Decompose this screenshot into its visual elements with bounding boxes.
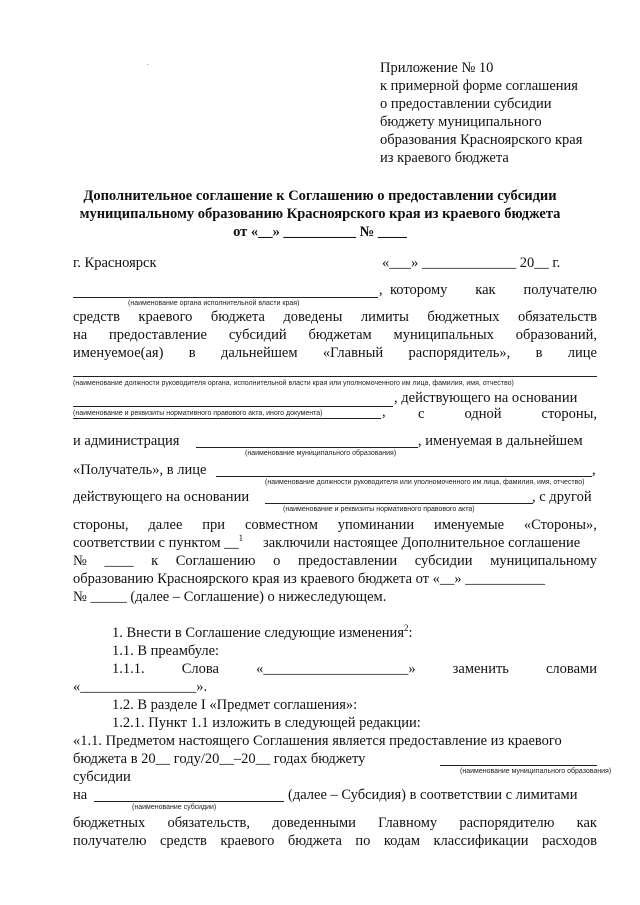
word: предоставление (109, 327, 207, 343)
caption-basis: (наименование и реквизиты нормативного правового акта, иного документа) (73, 410, 323, 417)
word: обязательств, (167, 815, 251, 831)
word: к (151, 553, 159, 569)
appendix-line-6: из краевого бюджета (380, 150, 509, 166)
word: получателю (523, 282, 597, 298)
p1-line-3-words (73, 327, 597, 344)
p1-line-7a: и администрация (73, 433, 180, 449)
word: «____________________» (256, 661, 416, 677)
word: краевого (220, 833, 275, 849)
word: образований, (515, 327, 597, 343)
appendix-line-2: к примерной форме соглашения (380, 78, 578, 94)
word: словами (546, 661, 597, 677)
p2-line-1-text: 1. Внести в Соглашение следующие изменения (112, 625, 404, 641)
word: бюджета (287, 833, 342, 849)
blank-line-basis (73, 406, 393, 407)
word: именуемые (434, 517, 505, 533)
word: средств (73, 309, 120, 325)
p1-line-10-words (73, 517, 597, 534)
caption-municipality: (наименование муниципального образования) (245, 450, 397, 457)
caption-subsidy: (наименование субсидии) (132, 804, 217, 811)
word: одной (464, 406, 502, 422)
word: классификации (433, 833, 529, 849)
word: 1.1.1. (112, 661, 145, 677)
blank-line-recipient-basis (265, 503, 533, 504)
word: № (73, 553, 87, 569)
word: доведенными (272, 815, 356, 831)
comma: , (382, 404, 386, 420)
appendix-line-1: Приложение № 10 (380, 60, 494, 76)
p2-line-8: бюджета в 20__ году/20__–20__ годах бюджету (73, 751, 366, 767)
p1-line-8: «Получатель», в лице (73, 462, 207, 478)
word: при (202, 517, 226, 533)
footnote-1-marker: 1 (238, 533, 244, 544)
word: распорядитель», (408, 345, 511, 361)
word: заменить (452, 661, 509, 677)
comma: , (592, 462, 596, 478)
blank-line-recipient-official (216, 476, 592, 477)
p1-line-11b: заключили настоящее Дополнительное соглашение (263, 535, 581, 551)
word: «Стороны», (523, 517, 597, 533)
appendix-line-3: о предоставлении субсидии (380, 96, 552, 112)
p1-line-7b: , именуемая в дальнейшем (418, 433, 583, 449)
footnote-2-marker: 2 (403, 623, 409, 634)
blank-line-subsidy (94, 801, 284, 802)
word: средств (159, 833, 207, 849)
word: бюджетных (73, 815, 146, 831)
p1-line-11a-text: соответствии с пунктом __ (73, 535, 239, 551)
p2-line-9: субсидии (73, 769, 131, 785)
word: получателю (73, 833, 147, 849)
p2-line-1 (112, 625, 413, 642)
document-date: «___» _____________ 20__ г. (382, 255, 561, 271)
word: в (188, 345, 196, 361)
p1-line-12-words (73, 553, 597, 570)
word: распорядителю (459, 815, 555, 831)
word: краевого (138, 309, 193, 325)
blank-line-authority (73, 297, 378, 298)
word: как (576, 815, 597, 831)
word: доведены (283, 309, 343, 325)
word: стороны, (541, 406, 597, 422)
word: дальнейшем (220, 345, 298, 361)
caption-authority: (наименование органа исполнительной власти края) (128, 300, 300, 307)
word: далее (148, 517, 183, 533)
p2-line-5: 1.2. В разделе I «Предмет соглашения»: (112, 697, 358, 713)
word: обязательств (518, 309, 597, 325)
word: субсидий (228, 327, 287, 343)
word: лимиты (360, 309, 409, 325)
title-line-2: муниципальному образованию Красноярского края из краевого бюджета (79, 206, 561, 222)
word: субсидии (414, 553, 473, 569)
word: бюджета (210, 309, 265, 325)
appendix-line-4: бюджету муниципального (380, 114, 542, 130)
blank-line-budget (440, 765, 597, 766)
caption-recipient-official: (наименование должности руководителя или уполномоченного им лица, фамилия, имя, отчество) (265, 479, 585, 486)
caption-official: (наименование должности руководителя органа, исполнительной власти края или уполномоченного им лица, фамилия, имя, отчество) (73, 380, 514, 387)
comma: , (379, 282, 383, 298)
caption-recipient-basis: (наименование и реквизиты нормативного правового акта) (283, 506, 475, 513)
city: г. Красноярск (73, 255, 157, 271)
p2-line-2: 1.1. В преамбуле: (112, 643, 220, 659)
word: стороны, (73, 517, 129, 533)
word: расходов (542, 833, 597, 849)
word: бюджетам (308, 327, 372, 343)
word: муниципальных (393, 327, 494, 343)
word: совместном (244, 517, 318, 533)
p2-line-6: 1.2.1. Пункт 1.1 изложить в следующей редакции: (112, 715, 421, 731)
blank-line-basis-2 (73, 418, 381, 419)
p2-line-1-end: : (408, 625, 413, 641)
word: которому (390, 282, 448, 298)
scan-speck: · (146, 60, 150, 71)
word: лице (567, 345, 597, 361)
p2-line-3-words (112, 661, 597, 678)
word: муниципальному (490, 553, 597, 569)
p1-line-5: , действующего на основании (394, 390, 578, 406)
p1-line-2-words (73, 309, 597, 326)
caption-budget: (наименование муниципального образования) (460, 768, 612, 775)
word: Главному (378, 815, 438, 831)
p2-line-10a: на (73, 787, 88, 803)
p1-line-1-words (390, 282, 597, 299)
word: как (475, 282, 496, 298)
p1-line-14: № _____ (далее – Соглашение) о нижеследующем. (73, 589, 387, 605)
p2-line-11-words (73, 815, 597, 832)
p2-line-10b: (далее – Субсидия) в соответствии с лимитами (288, 787, 578, 803)
title-line-3: от «__» __________ № ____ (233, 224, 407, 240)
p2-line-4: «________________». (73, 679, 208, 695)
word: с (418, 406, 425, 422)
p1-line-4-words (73, 345, 597, 362)
p1-line-6-words (418, 406, 597, 423)
p1-line-9a: действующего на основании (73, 489, 250, 505)
blank-line-municipality (196, 447, 418, 448)
word: Соглашению (175, 553, 256, 569)
word: бюджетных (427, 309, 500, 325)
word: ____ (104, 553, 134, 569)
word: в (535, 345, 543, 361)
word: «Главный (322, 345, 384, 361)
appendix-line-5: образования Красноярского края (380, 132, 583, 148)
word: предоставлении (297, 553, 398, 569)
word: по (355, 833, 371, 849)
p2-line-12-words (73, 833, 597, 850)
p2-line-7: «1.1. Предметом настоящего Соглашения является предоставление из краевого (73, 733, 562, 749)
word: Слова (181, 661, 219, 677)
blank-line-official (73, 376, 597, 377)
p1-line-13: образованию Красноярского края из краевого бюджета от «__» ___________ (73, 571, 546, 587)
word: кодам (383, 833, 421, 849)
word: на (73, 327, 88, 343)
word: о (273, 553, 281, 569)
p1-line-9b: , с другой (532, 489, 592, 505)
title-line-1: Дополнительное соглашение к Соглашению о предоставлении субсидии (83, 188, 557, 204)
p1-line-11a (73, 535, 243, 552)
word: именуемое(ая) (73, 345, 164, 361)
word: упоминании (337, 517, 415, 533)
